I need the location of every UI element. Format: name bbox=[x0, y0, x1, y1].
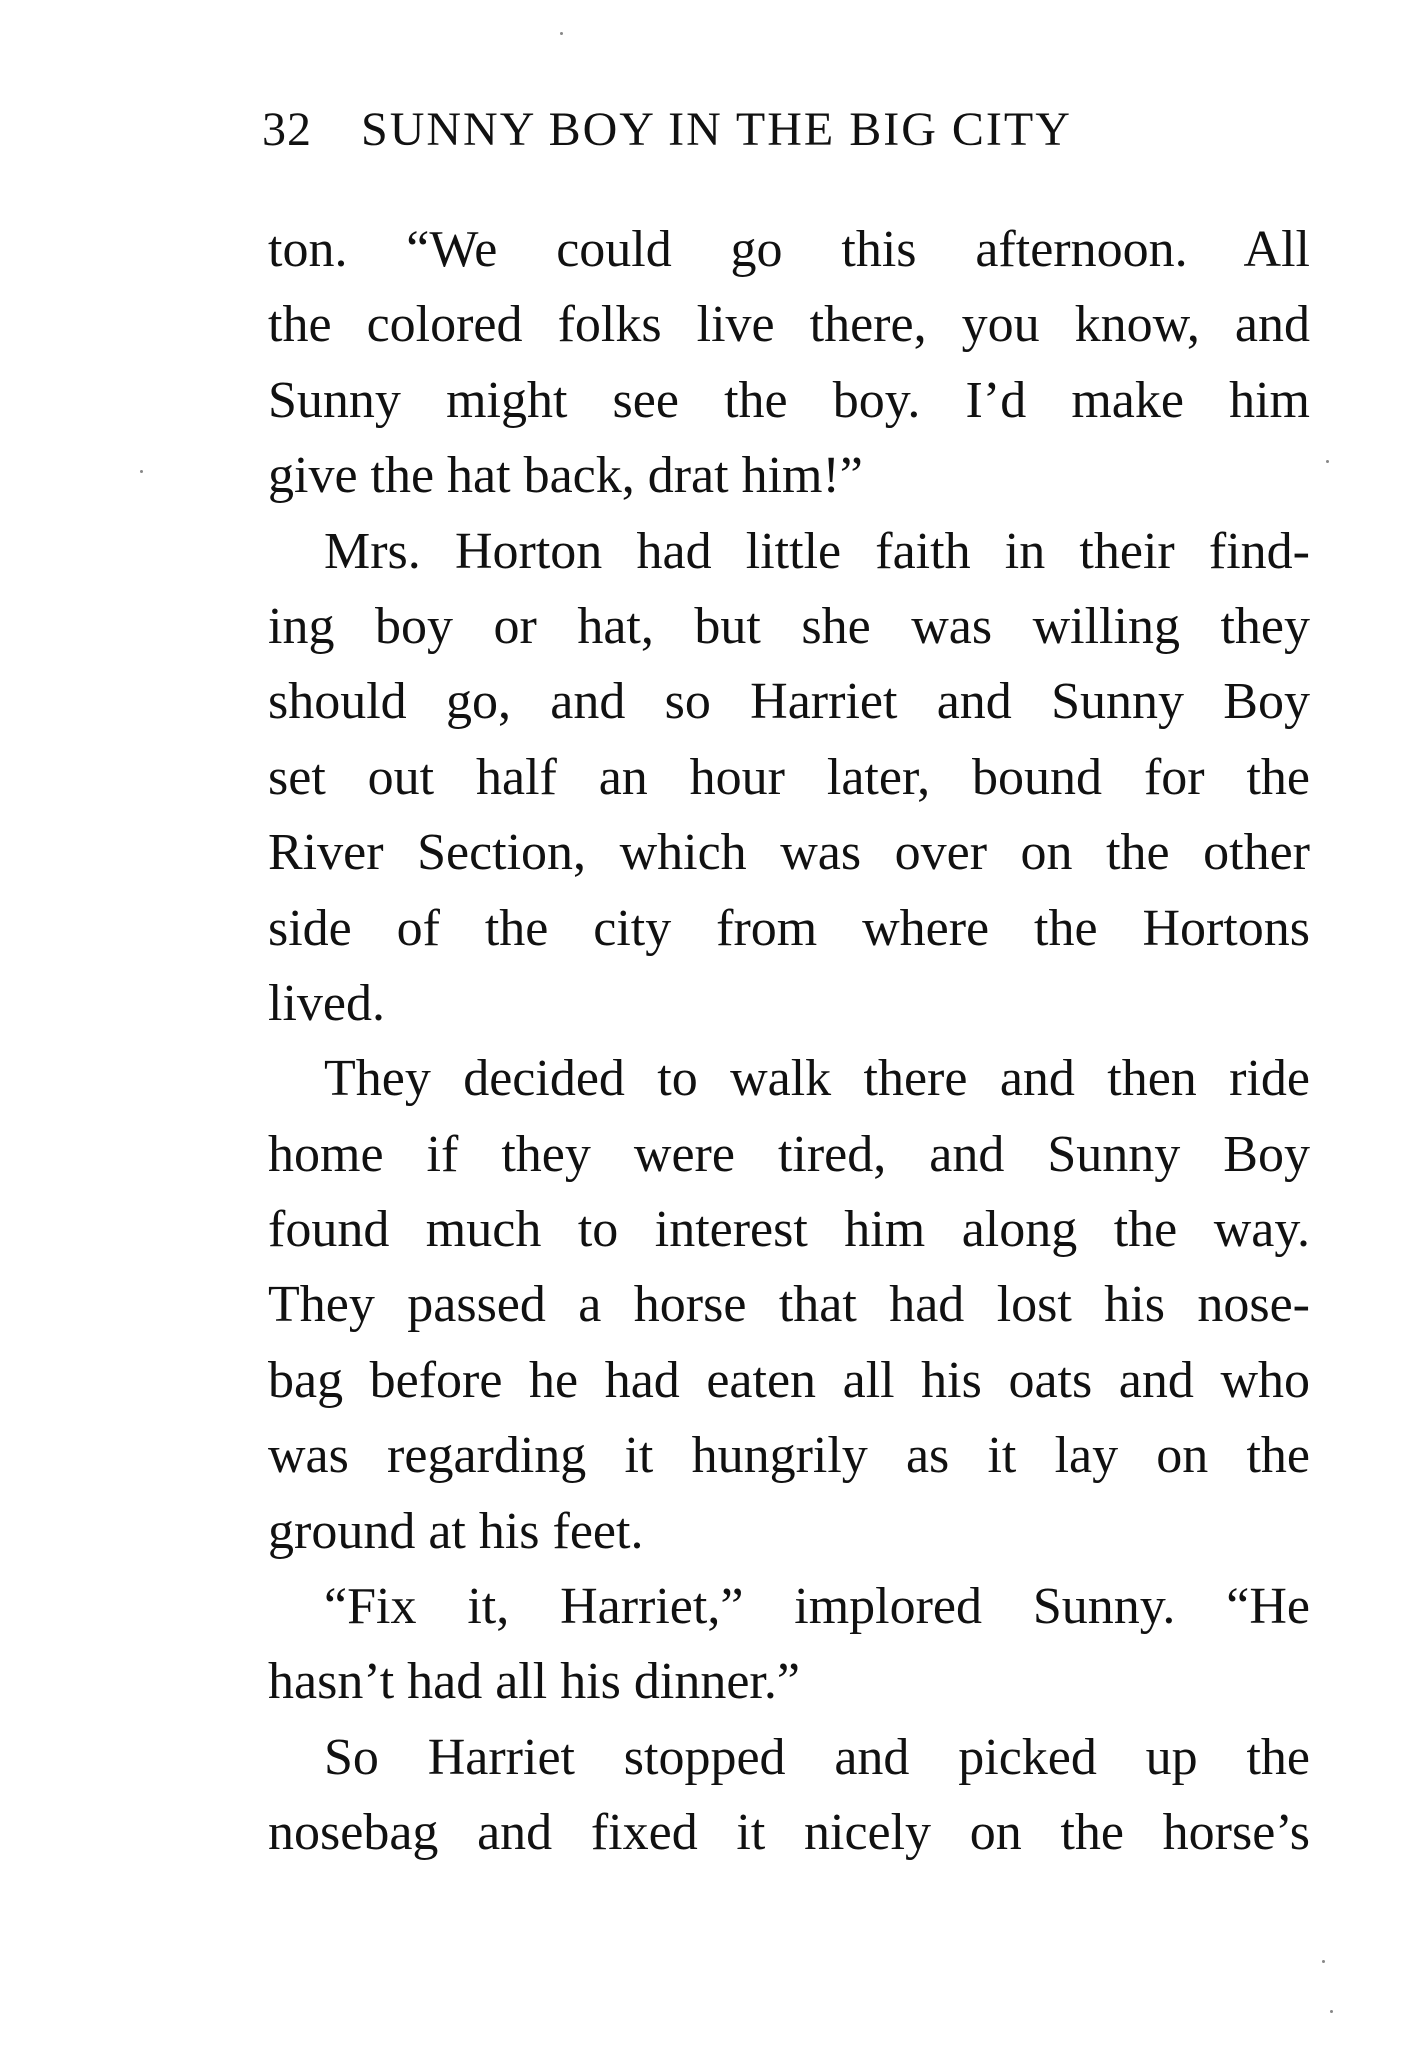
text-line: found much to interest him along the way. bbox=[268, 1201, 1310, 1259]
text-line: side of the city from where the Hortons bbox=[268, 899, 1310, 957]
paper-speck bbox=[1326, 460, 1329, 463]
text-line: lived. bbox=[268, 974, 385, 1032]
text-line: set out half an hour later, bound for the bbox=[268, 748, 1310, 806]
page-number: 32 bbox=[262, 103, 312, 156]
text-line: was regarding it hungrily as it lay on the bbox=[268, 1427, 1310, 1485]
text-line: hasn’t had all his dinner.” bbox=[268, 1653, 800, 1711]
body-text bbox=[268, 212, 1310, 1871]
paper-speck bbox=[140, 470, 143, 473]
paragraph-start-line: Mrs. Horton had little faith in their find- bbox=[324, 522, 1310, 580]
paragraph-start-line: They decided to walk there and then ride bbox=[324, 1050, 1310, 1108]
paragraph-start-line: So Harriet stopped and picked up the bbox=[324, 1728, 1310, 1786]
text-line: Sunny might see the boy. I’d make him bbox=[268, 371, 1310, 429]
text-line: home if they were tired, and Sunny Boy bbox=[268, 1125, 1310, 1183]
text-line: ton. “We could go this afternoon. All bbox=[268, 221, 1310, 278]
running-head bbox=[262, 100, 1312, 160]
text-line: They passed a horse that had lost his nose- bbox=[268, 1276, 1310, 1334]
paper-speck bbox=[1322, 1960, 1325, 1963]
text-line: nosebag and fixed it nicely on the horse’s bbox=[268, 1804, 1310, 1862]
paper-speck bbox=[1330, 2010, 1333, 2013]
text-line: ground at his feet. bbox=[268, 1502, 644, 1560]
text-line: give the hat back, drat him!” bbox=[268, 447, 863, 505]
text-line: River Section, which was over on the other bbox=[268, 824, 1310, 882]
text-line: the colored folks live there, you know, and bbox=[268, 296, 1310, 354]
paragraph-start-line: “Fix it, Harriet,” implored Sunny. “He bbox=[324, 1578, 1310, 1636]
text-line: ing boy or hat, but she was willing they bbox=[268, 597, 1310, 655]
text-line: bag before he had eaten all his oats and who bbox=[268, 1351, 1310, 1409]
book-title: SUNNY BOY IN THE BIG CITY bbox=[361, 103, 1072, 156]
text-line: should go, and so Harriet and Sunny Boy bbox=[268, 673, 1310, 731]
paper-speck bbox=[560, 32, 563, 35]
